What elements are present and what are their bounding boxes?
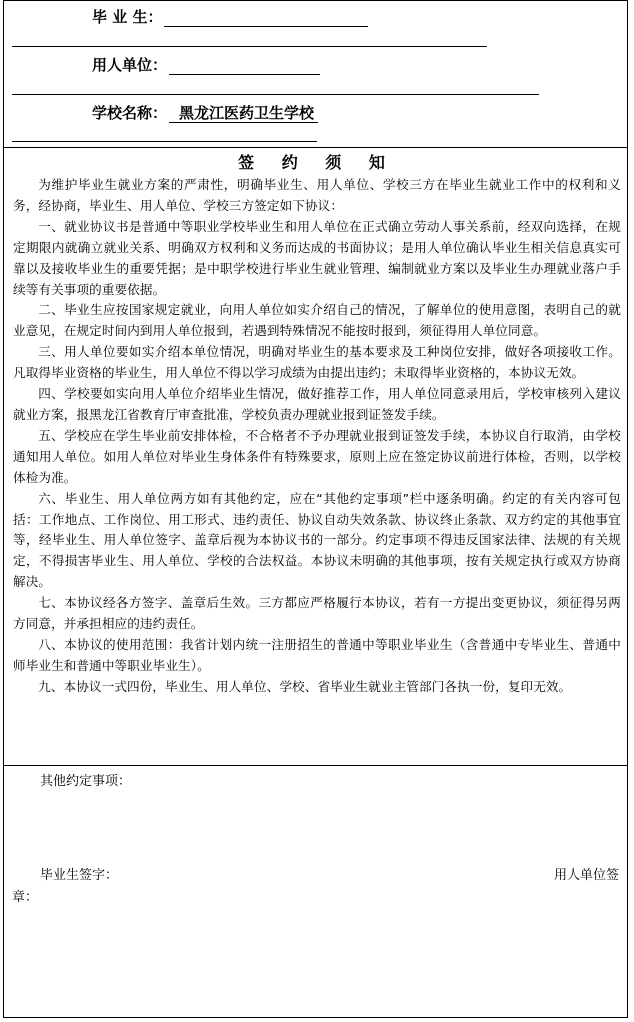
employer-field[interactable]: [169, 58, 320, 75]
notice-paragraph: 二、毕业生应按国家规定就业，向用人单位如实介绍自己的情况，了解单位的使用意图，表明自己的就业意见，在规定时间内到用人单位报到，若遇到特殊情况不能按时报到，须征得用人单位同意。: [13, 302, 621, 339]
separator-line: [12, 46, 487, 47]
separator-line: [12, 141, 317, 142]
notice-paragraph: 三、用人单位要如实介绍本单位情况，明确对毕业生的基本要求及工种岗位安排，做好各项接收工作。凡取得毕业资格的毕业生，用人单位不得以学习成绩为由提出违约；未取得毕业资格的，本协议无效。: [13, 344, 621, 381]
school-field[interactable]: 黑龙江医药卫生学校: [169, 104, 318, 123]
notice-paragraph: 一、就业协议书是普通中等职业学校毕业生和用人单位在正式确立劳动人事关系前，经双向选择，在规定期限内就确立就业关系、明确双方权利和义务而达成的书面协议；是用人单位确认毕业生相关信息真实可靠以及接收毕业生的重要凭据；是中职学校进行毕业生就业管理、编制就业方案以及毕业生办理就业落户手续等有关事项的重要依据。: [13, 218, 621, 297]
notice-title: 签 约 须 知: [238, 153, 396, 172]
employer-signature-label: 用人单位签: [553, 868, 619, 883]
notice-paragraph: 为维护毕业生就业方案的严肃性，明确毕业生、用人单位、学校三方在毕业生就业工作中的权利和义务，经协商，毕业生、用人单位、学校三方签定如下协议：: [13, 177, 621, 213]
notice-paragraph: 七、本协议经各方签字、盖章后生效。三方都应严格履行本协议，若有一方提出变更协议，须征得另两方同意，并承担相应的违约责任。: [13, 595, 621, 632]
other-agreements-section: [4, 766, 627, 1018]
school-row: [92, 102, 318, 123]
graduate-signature-label: 毕业生签字：: [40, 868, 119, 883]
signing-notice: [4, 148, 627, 765]
employer-label: 用人单位：: [92, 56, 168, 74]
notice-paragraph: 八、本协议的使用范围：我省计划内统一注册招生的普通中等职业毕业生（含普通中专毕业生、普通中师毕业生和普通中等职业毕业生）。: [13, 636, 621, 673]
notice-paragraph: 五、学校应在学生毕业前安排体检，不合格者不予办理就业报到证签发手续，本协议自行取消，由学校通知用人单位。如用人单位对毕业生身体条件有特殊要求，原则上应在签定协议前进行体检，否则，以学校体检为准。: [13, 427, 621, 485]
notice-paragraph: 九、本协议一式四份，毕业生、用人单位、学校、省毕业生就业主管部门各执一份，复印无效。: [38, 678, 572, 694]
notice-paragraph: 四、学校要如实向用人单位介绍毕业生情况，做好推荐工作，用人单位同意录用后，学校审核列入建议就业方案，报黑龙江省教育厅审查批准，学校负责办理就业报到证签发手续。: [13, 386, 621, 422]
employer-signature-label-cont: 章：: [12, 890, 39, 905]
notice-paragraph: 六、毕业生、用人单位两方如有其他约定，应在“其他约定事项”栏中逐条明确。约定的有关内容可包括：工作地点、工作岗位、用工形式、违约责任、协议自动失效条款、协议终止条款、双方约定的其他事宜等，经毕业生、用人单位签字、盖章后视为本协议书的一部分。约定事项不得违反国家法律、法规的有关规定，不得损害毕业生、用人单位、学校的合法权益。本协议未明确的其他事项，按有关规定执行或双方协商解决。: [13, 490, 621, 590]
other-agreements-label: 其他约定事项：: [40, 774, 132, 789]
form-header: [4, 1, 627, 147]
separator-line: [12, 94, 539, 95]
graduate-label: 毕 业 生：: [92, 8, 163, 26]
agreement-form: [3, 0, 628, 1018]
school-label: 学校名称：: [92, 104, 168, 122]
graduate-field[interactable]: [164, 10, 368, 27]
graduate-row: [92, 6, 368, 27]
employer-row: [92, 54, 320, 75]
